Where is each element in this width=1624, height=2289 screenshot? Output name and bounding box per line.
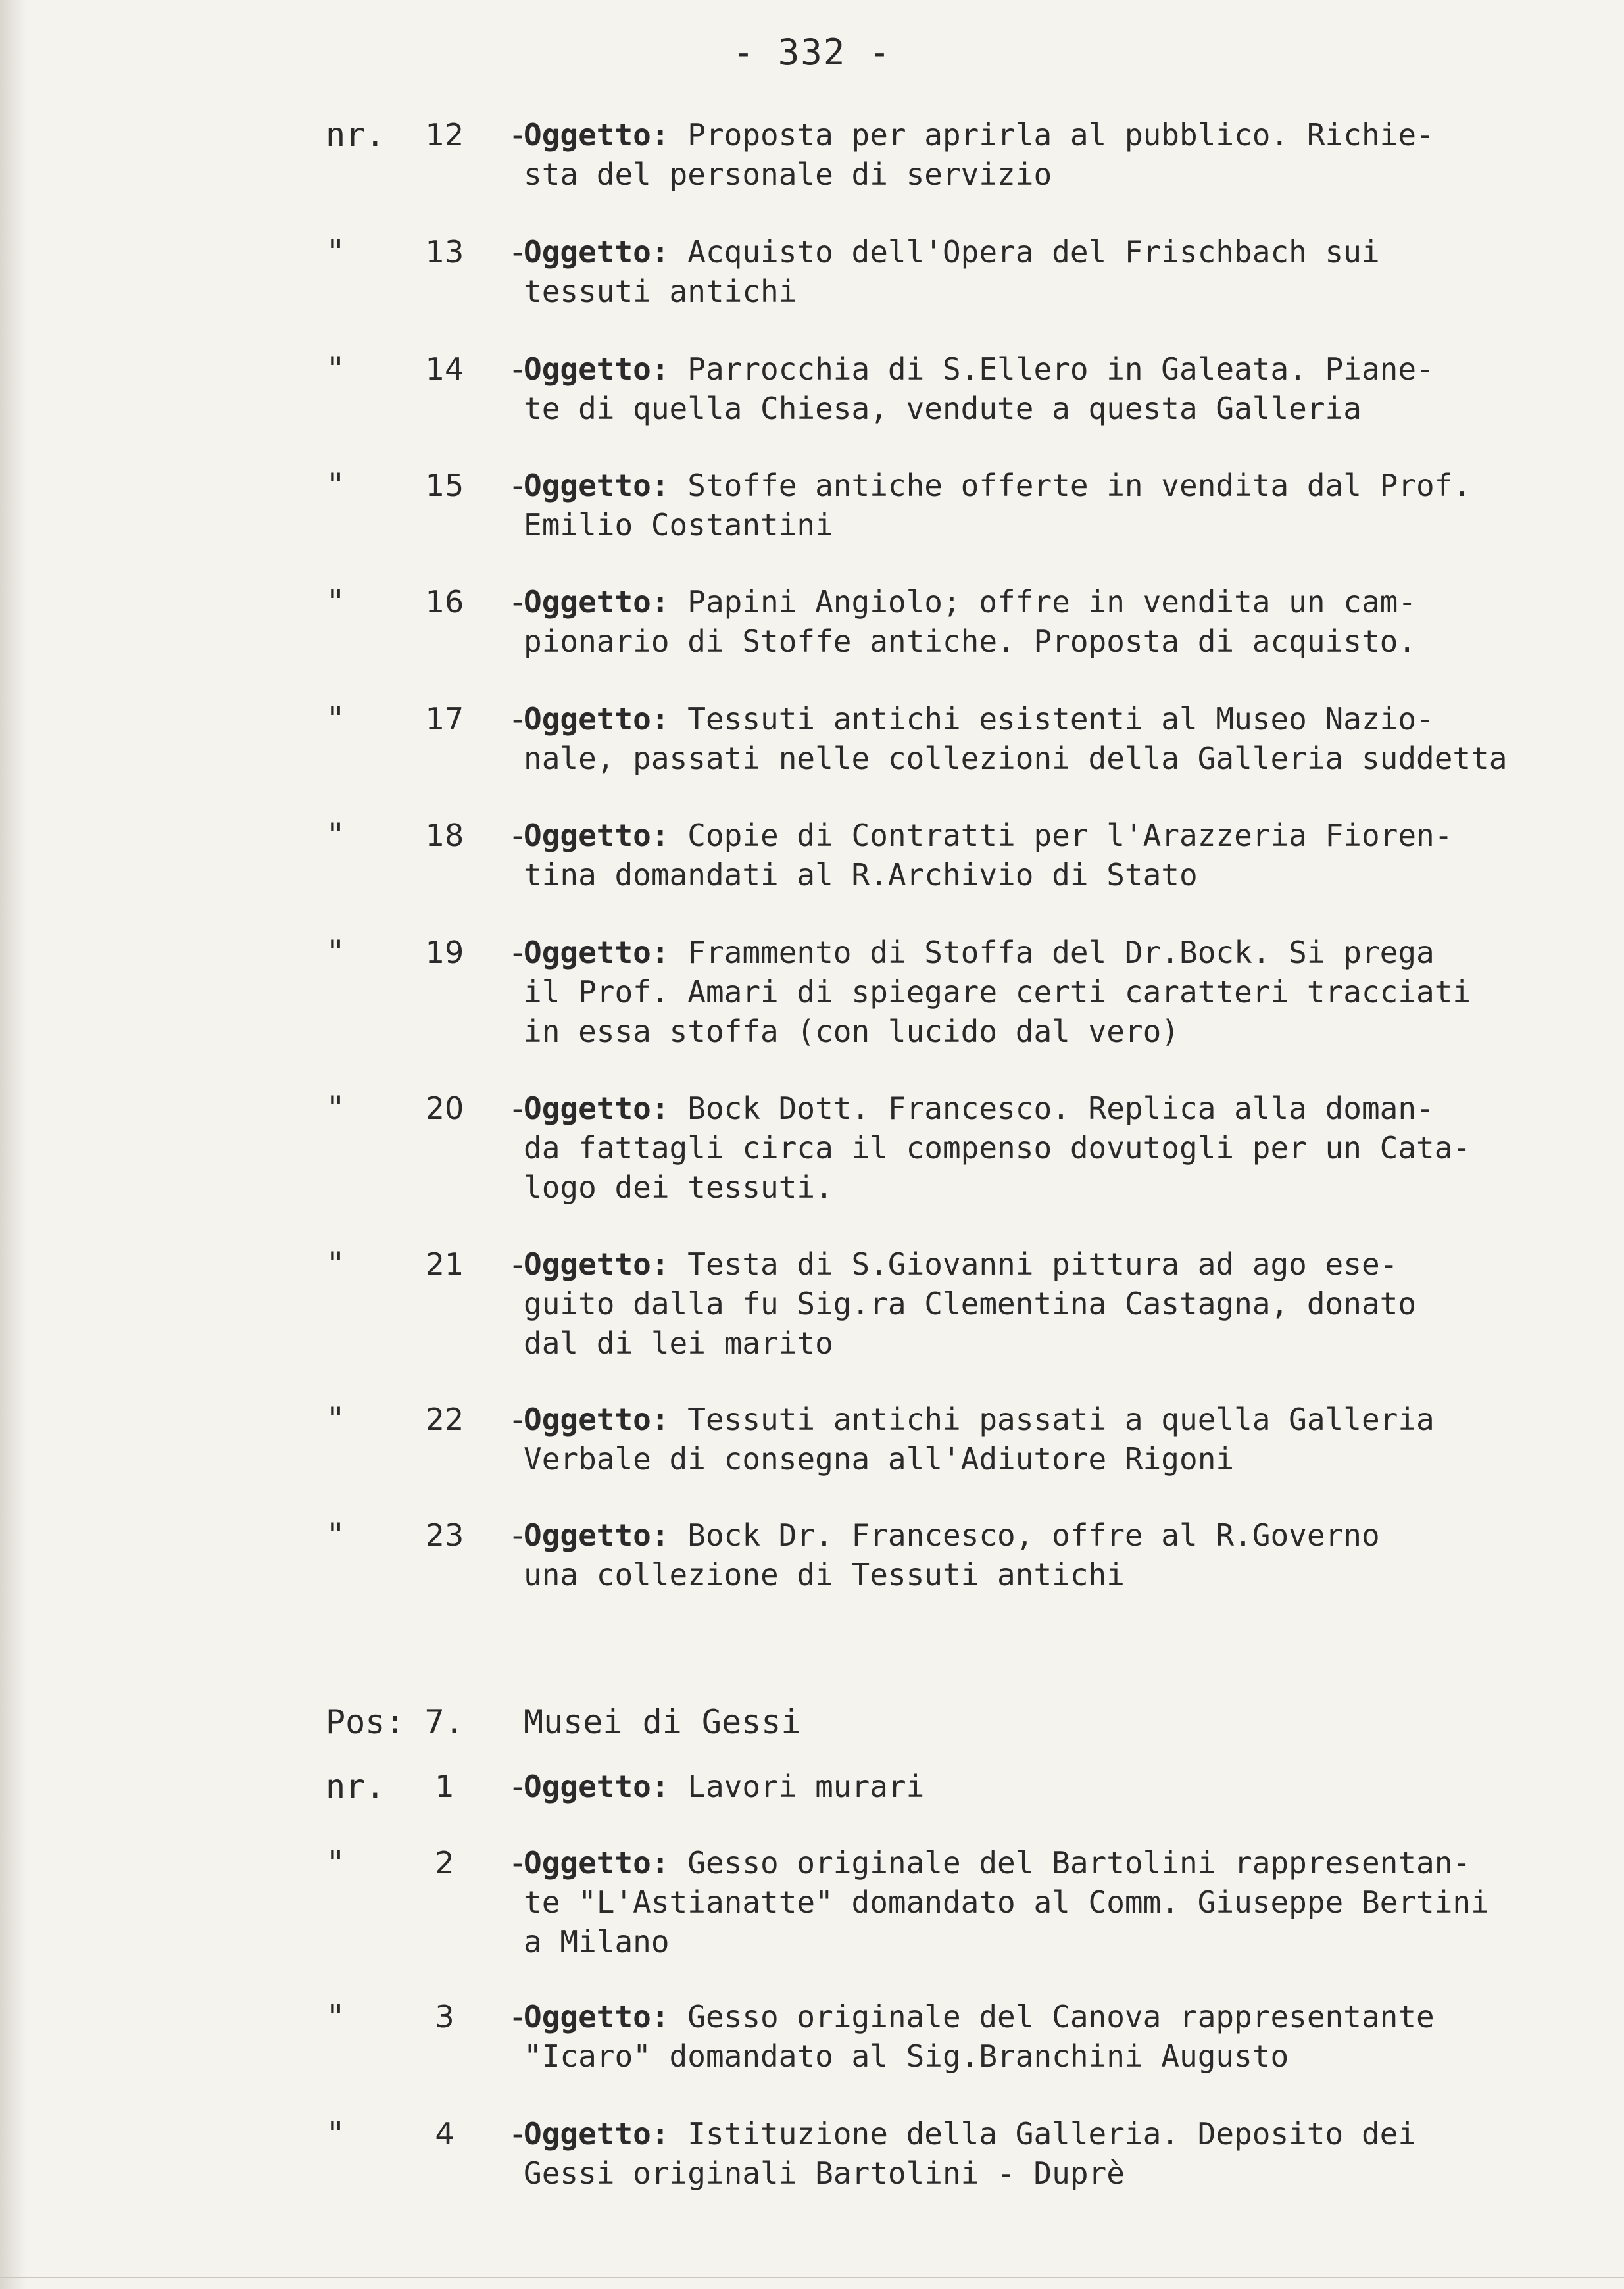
entry-dash: - bbox=[508, 700, 528, 738]
entry-line: Gesso originale del Bartolini rappresentan- bbox=[669, 1845, 1471, 1881]
entry-line: Parrocchia di S.Ellero in Galeata. Piane- bbox=[669, 351, 1435, 387]
entry-dash: - bbox=[508, 466, 528, 505]
entry-label: " bbox=[326, 1998, 346, 2036]
entry-dash: - bbox=[508, 116, 528, 154]
entry-number: 17 bbox=[425, 701, 464, 737]
entry-keyword: Oggetto: bbox=[524, 2116, 670, 2152]
list-item bbox=[0, 933, 1624, 1049]
entry-label: " bbox=[326, 1089, 346, 1127]
entry-line: una collezione di Tessuti antichi bbox=[524, 1557, 1125, 1592]
entry-number: 18 bbox=[425, 818, 464, 853]
list-item bbox=[0, 1997, 1624, 2089]
entry-keyword: Oggetto: bbox=[524, 935, 670, 970]
entry-line: Bock Dr. Francesco, offre al R.Governo bbox=[669, 1517, 1380, 1553]
entry-label: " bbox=[326, 583, 346, 621]
entry-keyword: Oggetto: bbox=[524, 701, 670, 737]
entry-keyword: Oggetto: bbox=[524, 584, 670, 620]
entry-number: 22 bbox=[425, 1402, 464, 1437]
entry-dash: - bbox=[508, 1400, 528, 1439]
entry-line: Copie di Contratti per l'Arazzeria Fioren- bbox=[669, 818, 1453, 853]
list-item bbox=[0, 232, 1624, 324]
entry-number: 4 bbox=[435, 2116, 455, 2152]
entry-dash: - bbox=[508, 583, 528, 621]
entry-label: " bbox=[326, 700, 346, 738]
entry-dash: - bbox=[508, 1844, 528, 1882]
section-position: Pos: 7. bbox=[326, 1703, 464, 1741]
entry-line: sta del personale di servizio bbox=[524, 157, 1052, 192]
entry-line: Tessuti antichi passati a quella Galleria bbox=[669, 1402, 1435, 1437]
entry-text bbox=[524, 349, 1615, 428]
entry-line: te di quella Chiesa, vendute a questa Galleria bbox=[524, 391, 1362, 426]
list-item bbox=[0, 1843, 1624, 1959]
entry-label: " bbox=[326, 466, 346, 505]
entry-line: logo dei tessuti. bbox=[524, 1169, 833, 1205]
entry-text bbox=[524, 582, 1615, 661]
entry-label: " bbox=[326, 816, 346, 854]
entry-line: Frammento di Stoffa del Dr.Bock. Si prega bbox=[669, 935, 1435, 970]
list-item bbox=[0, 1244, 1624, 1361]
entry-number: 21 bbox=[425, 1246, 464, 1282]
entry-text bbox=[524, 1400, 1615, 1479]
list-item bbox=[0, 816, 1624, 908]
entry-keyword: Oggetto: bbox=[524, 1845, 670, 1881]
entry-line: Emilio Costantini bbox=[524, 507, 833, 543]
entry-number: 3 bbox=[435, 1999, 455, 2034]
list-item bbox=[0, 2114, 1624, 2206]
entry-dash: - bbox=[508, 933, 528, 972]
entry-line: Acquisto dell'Opera del Frischbach sui bbox=[669, 234, 1380, 270]
entry-label: " bbox=[326, 1844, 346, 1882]
entry-text bbox=[524, 115, 1615, 194]
entry-number: 20 bbox=[425, 1091, 464, 1126]
entry-number: 12 bbox=[425, 117, 464, 153]
entry-line: in essa stoffa (con lucido dal vero) bbox=[524, 1014, 1179, 1049]
entry-line: Lavori murari bbox=[669, 1769, 925, 1804]
section-title: Musei di Gessi bbox=[524, 1703, 801, 1741]
entry-dash: - bbox=[508, 1998, 528, 2036]
entry-dash: - bbox=[508, 233, 528, 271]
list-item bbox=[0, 582, 1624, 674]
entry-dash: - bbox=[508, 1516, 528, 1554]
list-item bbox=[0, 466, 1624, 558]
entry-line: Gessi originali Bartolini - Duprè bbox=[524, 2155, 1125, 2191]
entry-label: " bbox=[326, 1245, 346, 1283]
entry-line: a Milano bbox=[524, 1924, 670, 1959]
entry-keyword: Oggetto: bbox=[524, 468, 670, 503]
entry-line: Proposta per aprirla al pubblico. Richie- bbox=[669, 117, 1435, 153]
entry-keyword: Oggetto: bbox=[524, 1402, 670, 1437]
section-header bbox=[0, 1702, 1624, 1748]
entry-label: nr. bbox=[326, 116, 385, 154]
list-item bbox=[0, 1089, 1624, 1205]
entry-dash: - bbox=[508, 350, 528, 388]
entry-label: " bbox=[326, 933, 346, 972]
entry-dash: - bbox=[508, 1089, 528, 1127]
entry-line: da fattagli circa il compenso dovutogli per un Cata- bbox=[524, 1130, 1471, 1166]
entry-line: guito dalla fu Sig.ra Clementina Castagna, donato bbox=[524, 1286, 1417, 1321]
entry-label: nr. bbox=[326, 1767, 385, 1806]
entry-line: Bock Dott. Francesco. Replica alla doman- bbox=[669, 1091, 1435, 1126]
entry-text bbox=[524, 232, 1615, 311]
entry-text bbox=[524, 466, 1615, 545]
entry-text bbox=[524, 1244, 1615, 1363]
page-number: - 332 - bbox=[732, 32, 892, 73]
entry-keyword: Oggetto: bbox=[524, 1769, 670, 1804]
entry-line: Papini Angiolo; offre in vendita un cam- bbox=[669, 584, 1417, 620]
entry-line: tina domandati al R.Archivio di Stato bbox=[524, 857, 1198, 893]
entry-number: 15 bbox=[425, 468, 464, 503]
entry-label: " bbox=[326, 1400, 346, 1439]
entry-label: " bbox=[326, 350, 346, 388]
entry-line: nale, passati nelle collezioni della Galleria suddetta bbox=[524, 741, 1508, 776]
entry-line: il Prof. Amari di spiegare certi caratteri tracciati bbox=[524, 974, 1471, 1010]
entry-number: 23 bbox=[425, 1517, 464, 1553]
entry-text bbox=[524, 1767, 1615, 1806]
entry-line: Verbale di consegna all'Adiutore Rigoni bbox=[524, 1441, 1235, 1477]
entry-line: Stoffe antiche offerte in vendita dal Prof. bbox=[669, 468, 1471, 503]
entry-number: 2 bbox=[435, 1845, 455, 1881]
entry-keyword: Oggetto: bbox=[524, 1999, 670, 2034]
entry-dash: - bbox=[508, 1767, 528, 1806]
entry-label: " bbox=[326, 2115, 346, 2153]
entry-dash: - bbox=[508, 1245, 528, 1283]
entry-text bbox=[524, 1089, 1615, 1207]
entry-label: " bbox=[326, 1516, 346, 1554]
entry-keyword: Oggetto: bbox=[524, 234, 670, 270]
list-item bbox=[0, 1400, 1624, 1492]
entry-number: 16 bbox=[425, 584, 464, 620]
entry-number: 14 bbox=[425, 351, 464, 387]
entry-dash: - bbox=[508, 816, 528, 854]
entry-number: 1 bbox=[435, 1769, 455, 1804]
list-item bbox=[0, 115, 1624, 207]
entry-keyword: Oggetto: bbox=[524, 818, 670, 853]
list-item bbox=[0, 699, 1624, 791]
list-item bbox=[0, 1515, 1624, 1608]
entry-line: tessuti antichi bbox=[524, 274, 797, 309]
entry-text bbox=[524, 816, 1615, 895]
entry-dash: - bbox=[508, 2115, 528, 2153]
list-item bbox=[0, 349, 1624, 441]
entry-keyword: Oggetto: bbox=[524, 1517, 670, 1553]
entry-line: Testa di S.Giovanni pittura ad ago ese- bbox=[669, 1246, 1398, 1282]
entry-text bbox=[524, 2114, 1615, 2193]
entry-text bbox=[524, 1515, 1615, 1594]
entry-line: "Icaro" domandato al Sig.Branchini Augusto bbox=[524, 2038, 1289, 2074]
entry-keyword: Oggetto: bbox=[524, 117, 670, 153]
entry-text bbox=[524, 699, 1615, 778]
entry-line: te "L'Astianatte" domandato al Comm. Giuseppe Bertini bbox=[524, 1884, 1489, 1920]
entry-line: Gesso originale del Canova rappresentante bbox=[669, 1999, 1435, 2034]
entry-number: 13 bbox=[425, 234, 464, 270]
entry-keyword: Oggetto: bbox=[524, 351, 670, 387]
entry-keyword: Oggetto: bbox=[524, 1246, 670, 1282]
scan-bottom-edge bbox=[0, 2277, 1624, 2278]
entry-text bbox=[524, 933, 1615, 1051]
entry-text bbox=[524, 1997, 1615, 2076]
entry-line: Tessuti antichi esistenti al Museo Nazio- bbox=[669, 701, 1435, 737]
entry-keyword: Oggetto: bbox=[524, 1091, 670, 1126]
entry-line: Istituzione della Galleria. Deposito dei bbox=[669, 2116, 1417, 2152]
entry-line: pionario di Stoffe antiche. Proposta di acquisto. bbox=[524, 624, 1417, 659]
entry-number: 19 bbox=[425, 935, 464, 970]
entry-line: dal di lei marito bbox=[524, 1325, 833, 1361]
entry-text bbox=[524, 1843, 1615, 1961]
entry-label: " bbox=[326, 233, 346, 271]
